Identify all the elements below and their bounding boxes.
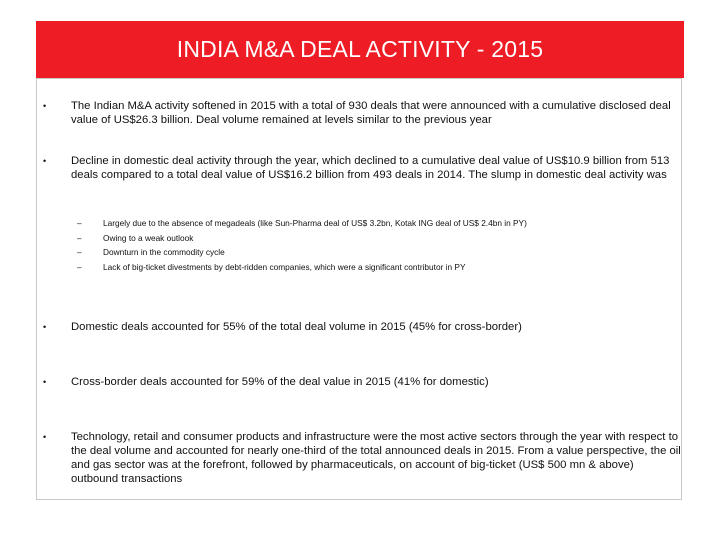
bullet-item	[43, 375, 663, 389]
sub-list-item	[77, 216, 637, 231]
sub-list-item	[77, 260, 637, 275]
dash-marker: –	[77, 247, 82, 258]
bullet-marker: •	[43, 101, 47, 111]
dash-marker: –	[77, 261, 82, 272]
dash-marker: –	[77, 218, 82, 228]
sub-list-text: Lack of big-ticket divestments by debt-ridden companies, which were a significant contributor in PY	[103, 261, 466, 272]
sub-list-item	[77, 245, 637, 260]
bullet-item	[43, 99, 671, 127]
bullet-text: Domestic deals accounted for 55% of the total deal volume in 2015 (45% for cross-border)	[71, 321, 522, 333]
bullet-item	[43, 320, 663, 334]
sub-list-text: Owing to a weak outlook	[103, 232, 194, 243]
bullet-marker: •	[43, 156, 47, 166]
content-box	[36, 78, 682, 500]
bullet-marker: •	[43, 432, 47, 442]
title-banner	[36, 21, 684, 78]
bullet-text: Technology, retail and consumer products and infrastructure were the most active sectors through the year with respect to the deal volume and accounted for nearly one-third of the total announced deals in 2015. From a value perspective, the oil and gas sector was at the forefront, followed by pharmaceuticals, on account of big-ticket (US$ 500 mn & above) outbound transactions	[71, 431, 681, 485]
sub-list-text: Downturn in the commodity cycle	[103, 247, 225, 258]
sub-list-text: Largely due to the absence of megadeals (like Sun-Pharma deal of US$ 3.2bn, Kotak ING deal of US$ 2.4bn in PY)	[103, 218, 527, 228]
bullet-item	[43, 430, 681, 486]
sub-list	[77, 216, 637, 274]
dash-marker: –	[77, 232, 82, 243]
bullet-item	[43, 154, 670, 182]
bullet-text: Cross-border deals accounted for 59% of the deal value in 2015 (41% for domestic)	[71, 376, 489, 388]
bullet-marker: •	[43, 322, 47, 332]
sub-list-item	[77, 231, 637, 246]
page-title: INDIA M&A DEAL ACTIVITY - 2015	[176, 36, 544, 62]
bullet-text: The Indian M&A activity softened in 2015 with a total of 930 deals that were announced with a cumulative disclosed deal value of US$26.3 billion. Deal volume remained at levels similar to the previous year	[71, 100, 671, 126]
bullet-text: Decline in domestic deal activity through the year, which declined to a cumulative deal value of US$10.9 billion from 513 deals compared to a total deal value of US$16.2 billion from 493 deals in 2014. The slump in domestic deal activity was	[71, 155, 670, 181]
bullet-marker: •	[43, 377, 47, 387]
